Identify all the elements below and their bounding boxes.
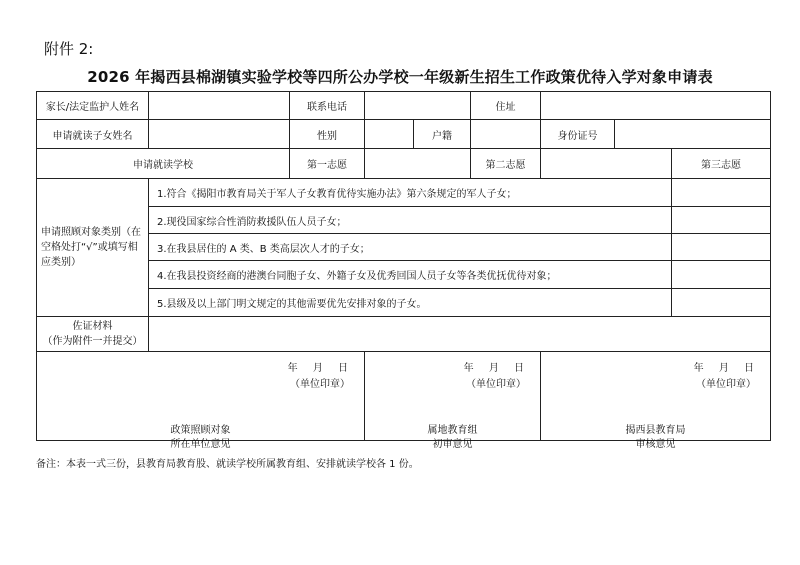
evidence-field[interactable] [149, 317, 771, 352]
approval-unit-date: 年 月 日 [287, 363, 348, 374]
application-form-table [36, 91, 771, 450]
approval-county-bureau-line1: 揭西县教育局 [625, 425, 686, 436]
child-name-field[interactable] [149, 120, 290, 149]
approval-unit-stamp: （单位印章） [290, 379, 350, 390]
approval-edu-group-date: 年 月 日 [463, 363, 524, 374]
approval-edu-group-line2: 初审意见 [432, 439, 473, 450]
approval-unit-cell[interactable] [37, 352, 365, 450]
category-option-1: 1.符合《揭阳市教育局关于军人子女教育优待实施办法》第六条规定的军人子女； [149, 179, 672, 207]
approval-edu-group-line1: 属地教育组 [427, 425, 478, 436]
form-title: 2026 年揭西县棉湖镇实验学校等四所公办学校一年级新生招生工作政策优待入学对象申请表 [87, 68, 713, 86]
phone-label: 联系电话 [290, 92, 365, 120]
category-check-1[interactable] [672, 179, 771, 207]
first-choice-field[interactable] [365, 149, 471, 179]
category-label: 申请照顾对象类别（在空格处打“√”或填写相应类别） [37, 179, 149, 317]
gender-label: 性别 [290, 120, 365, 149]
category-check-3[interactable] [672, 234, 771, 261]
guardian-name-label: 家长/法定监护人姓名 [37, 92, 149, 120]
phone-field[interactable] [365, 92, 471, 120]
approval-unit-line1: 政策照顾对象 [170, 425, 231, 436]
category-option-5: 5.县级及以上部门明文规定的其他需要优先安排对象的子女。 [149, 289, 672, 317]
approval-county-bureau-line2: 审核意见 [635, 439, 676, 450]
evidence-label-line2: （作为附件一并提交） [42, 336, 143, 347]
category-check-2[interactable] [672, 207, 771, 234]
category-option-4: 4.在我县投资经商的港澳台同胞子女、外籍子女及优秀回国人员子女等各类优抚优待对象； [149, 261, 672, 289]
hukou-label: 户籍 [414, 120, 471, 149]
second-choice-label: 第二志愿 [471, 149, 541, 179]
evidence-label-line1: 佐证材料 [72, 321, 113, 332]
gender-field[interactable] [365, 120, 414, 149]
first-choice-label: 第一志愿 [290, 149, 365, 179]
category-check-4[interactable] [672, 261, 771, 289]
school-label: 申请就读学校 [37, 149, 290, 179]
evidence-label [37, 317, 149, 352]
approval-edu-group-cell[interactable] [365, 352, 541, 450]
attachment-label: 附件 2: [44, 40, 94, 58]
approval-county-bureau-stamp: （单位印章） [696, 379, 756, 390]
guardian-name-field[interactable] [149, 92, 290, 120]
second-choice-field[interactable] [541, 149, 672, 179]
category-option-3: 3.在我县居住的 A 类、B 类高层次人才的子女； [149, 234, 672, 261]
approval-unit-line2: 所在单位意见 [170, 439, 231, 450]
child-name-label: 申请就读子女姓名 [37, 120, 149, 149]
category-option-2: 2.现役国家综合性消防救援队伍人员子女； [149, 207, 672, 234]
third-choice-label: 第三志愿 [672, 149, 771, 179]
approval-county-bureau-date: 年 月 日 [693, 363, 754, 374]
approval-edu-group-stamp: （单位印章） [466, 379, 526, 390]
footer-note: 备注：本表一式三份，县教育局教育股、就读学校所属教育组、安排就读学校各 1 份。 [36, 459, 419, 470]
address-label: 住址 [471, 92, 541, 120]
id-number-field[interactable] [615, 120, 771, 149]
address-field[interactable] [541, 92, 771, 120]
category-check-5[interactable] [672, 289, 771, 317]
approval-county-bureau-cell[interactable] [541, 352, 771, 450]
id-number-label: 身份证号 [541, 120, 615, 149]
hukou-field[interactable] [471, 120, 541, 149]
